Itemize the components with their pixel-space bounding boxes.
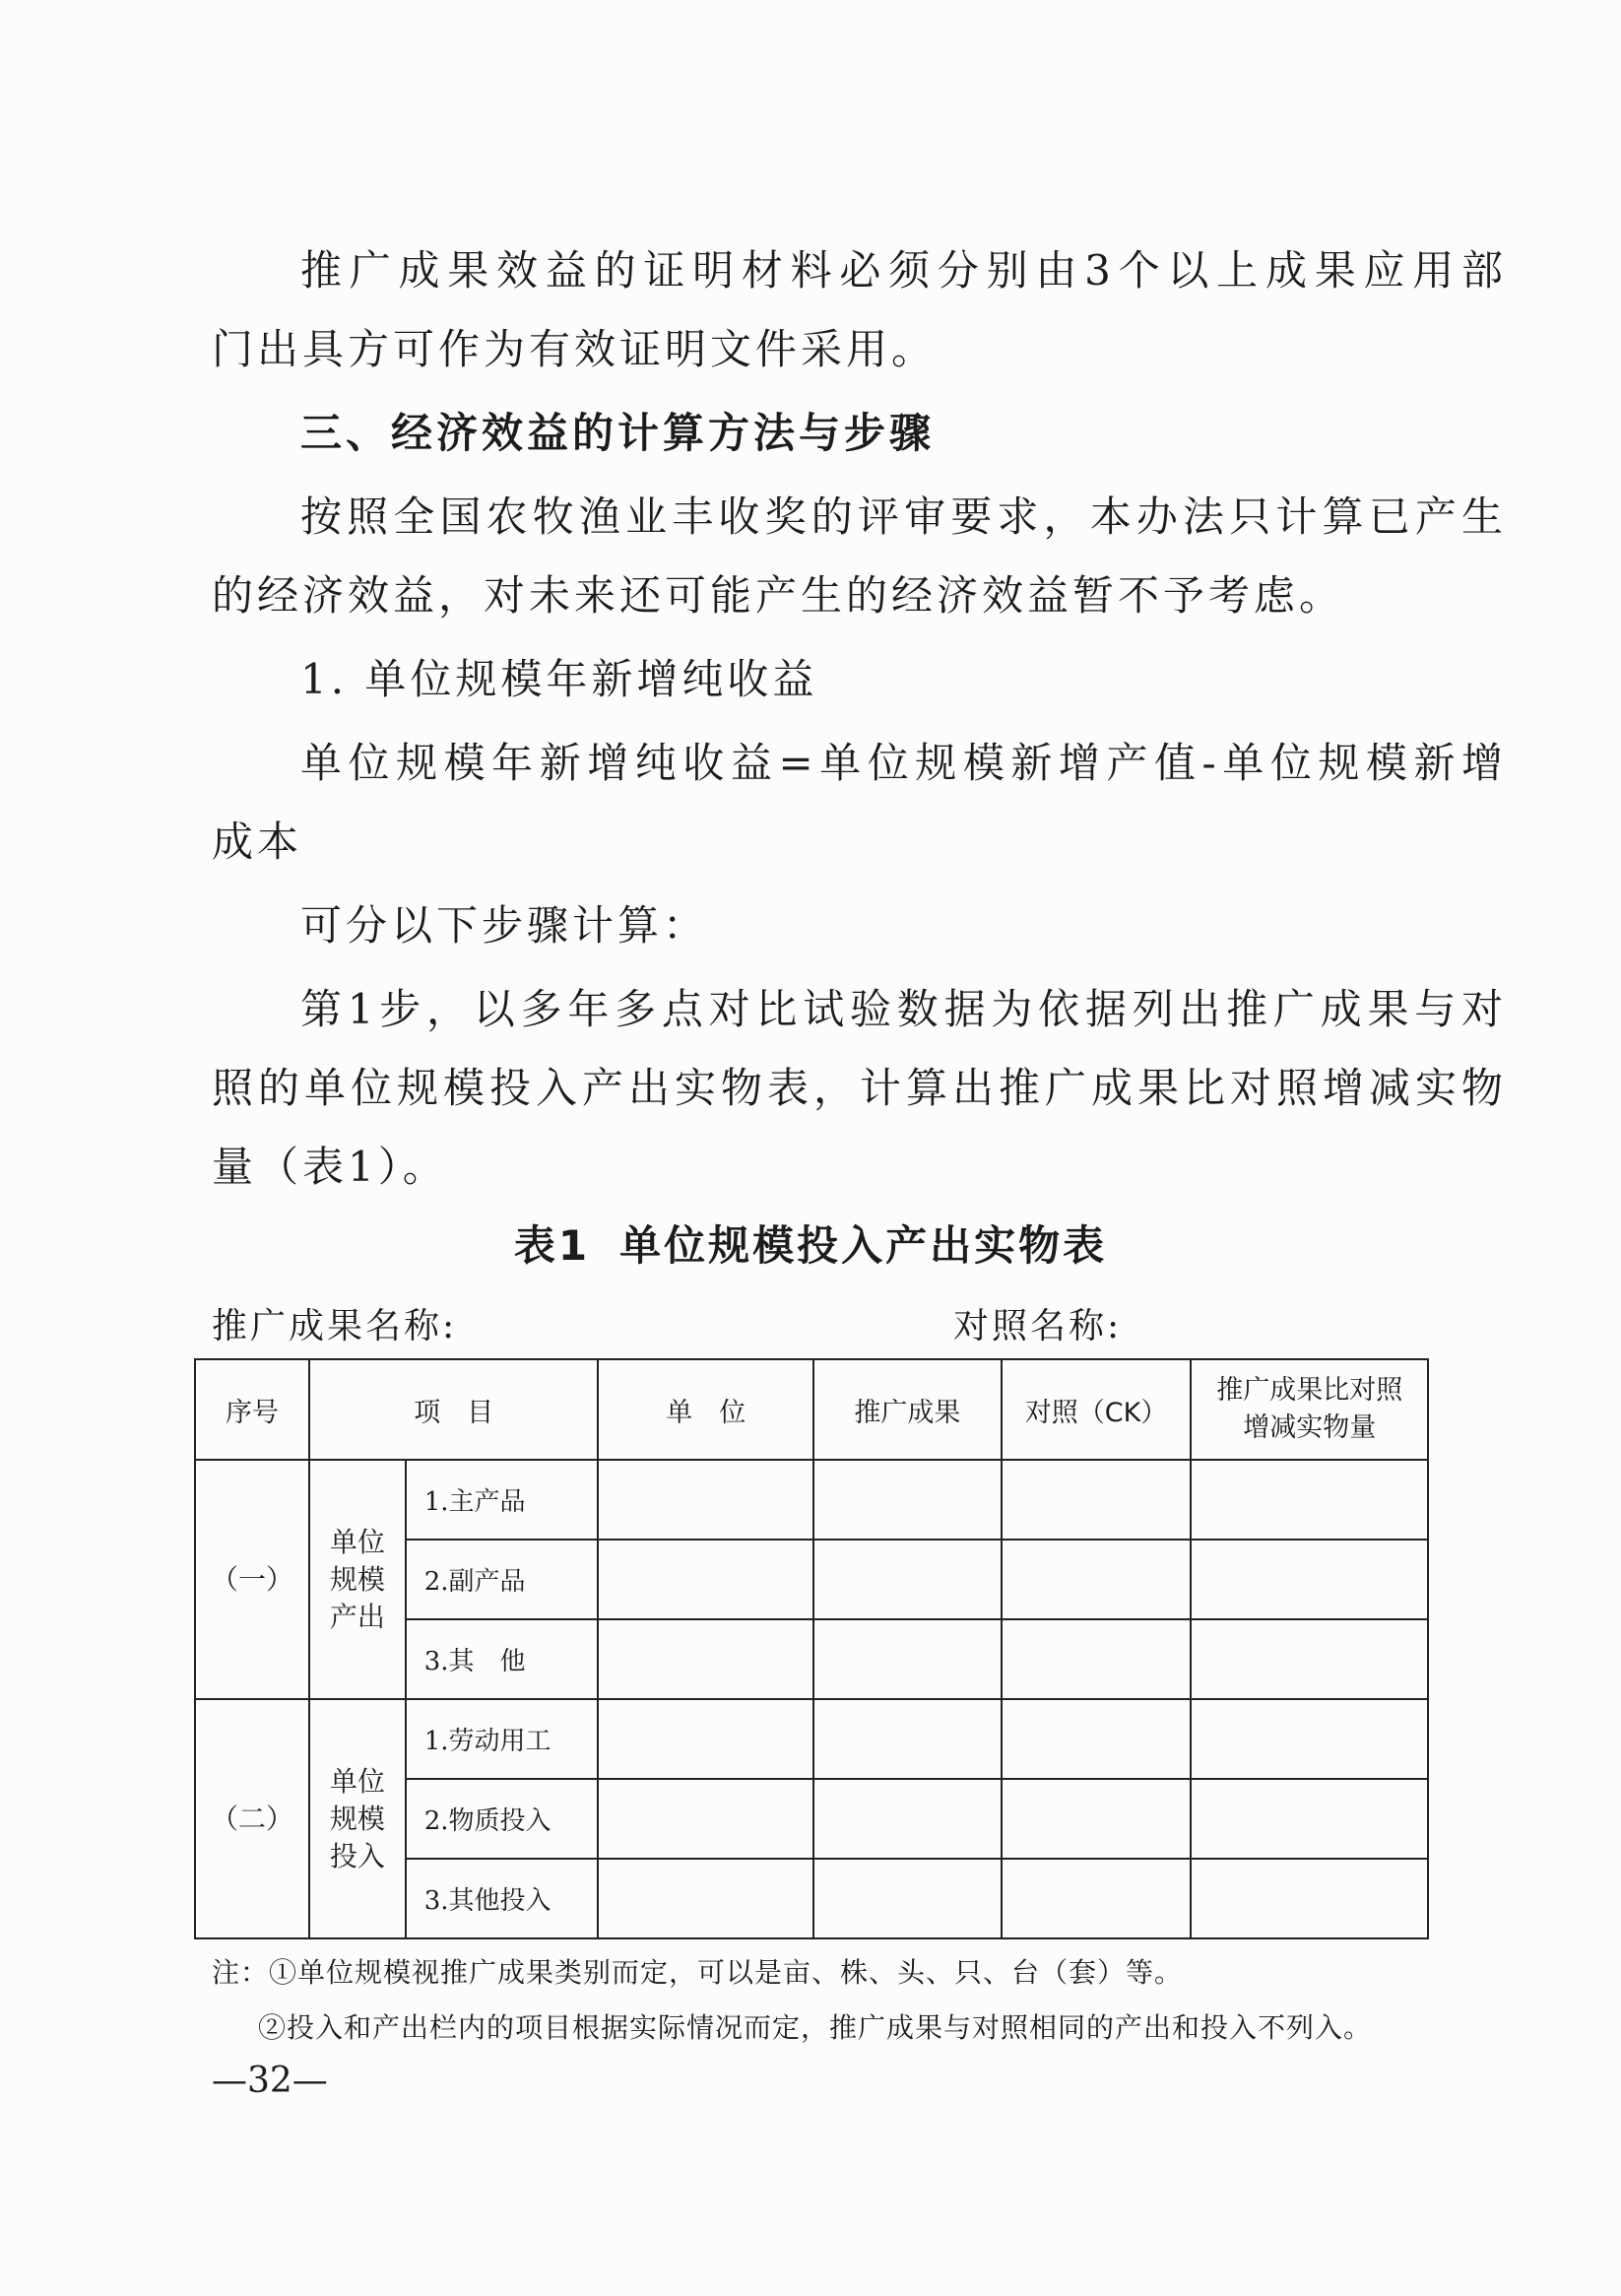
- header-diff-line2: 增减实物量: [1243, 1412, 1377, 1443]
- cell-result: [813, 1619, 1002, 1699]
- formula-line: 单位规模年新增纯收益=单位规模新增产值-单位规模新增: [300, 739, 1507, 787]
- section-heading: 三、经济效益的计算方法与步骤: [300, 409, 936, 457]
- cell-result: [813, 1460, 1002, 1540]
- cell-unit: [598, 1699, 813, 1779]
- cell-diff: [1191, 1779, 1428, 1859]
- paragraph-line: 按照全国农牧渔业丰收奖的评审要求，本办法只计算已产生: [300, 492, 1507, 541]
- table-title: [0, 1216, 1621, 1276]
- header-result: 推广成果: [813, 1359, 1002, 1460]
- table-row: [195, 1699, 1428, 1779]
- row-item: 1.主产品: [406, 1460, 599, 1540]
- row-item: 3.其 他: [406, 1619, 599, 1699]
- cell-diff: [1191, 1859, 1428, 1938]
- table-note-2: ②投入和产出栏内的项目根据实际情况而定，推广成果与对照相同的产出和投入不列入。: [258, 2011, 1373, 2044]
- cell-unit: [598, 1779, 813, 1859]
- cell-diff: [1191, 1699, 1428, 1779]
- cell-diff: [1191, 1460, 1428, 1540]
- cell-diff: [1191, 1540, 1428, 1619]
- cell-result: [813, 1859, 1002, 1938]
- table-title-text: 单位规模投入产出实物表: [619, 1221, 1108, 1270]
- cell-control: [1002, 1699, 1192, 1779]
- group-category: [309, 1699, 406, 1938]
- header-seq: 序号: [195, 1359, 309, 1460]
- input-output-table: [194, 1358, 1429, 1939]
- paragraph-line: 量（表1）。: [212, 1143, 448, 1191]
- header-unit: 单 位: [598, 1359, 813, 1460]
- page-number: —32—: [212, 2061, 328, 2101]
- cell-control: [1002, 1859, 1192, 1938]
- row-item: 2.物质投入: [406, 1779, 599, 1859]
- group-seq: （一）: [195, 1460, 309, 1699]
- result-name-label: 推广成果名称:: [212, 1306, 458, 1346]
- paragraph-line: 推广成果效益的证明材料必须分别由3个以上成果应用部: [300, 246, 1507, 295]
- cell-result: [813, 1779, 1002, 1859]
- row-item: 1.劳动用工: [406, 1699, 599, 1779]
- category-line: 投入: [329, 1839, 385, 1872]
- cell-control: [1002, 1460, 1192, 1540]
- control-name-label: 对照名称:: [953, 1306, 1123, 1346]
- header-control: 对照（CK）: [1002, 1359, 1192, 1460]
- group-category: [309, 1460, 406, 1699]
- cell-control: [1002, 1540, 1192, 1619]
- table-note-1: 注：①单位规模视推广成果类别而定，可以是亩、株、头、只、台（套）等。: [212, 1956, 1184, 1989]
- paragraph-line: 可分以下步骤计算：: [300, 901, 709, 950]
- category-line: 单位: [329, 1525, 385, 1558]
- cell-unit: [598, 1859, 813, 1938]
- cell-unit: [598, 1619, 813, 1699]
- cell-unit: [598, 1540, 813, 1619]
- subsection-heading: 1. 单位规模年新增纯收益: [300, 655, 818, 703]
- row-item: 2.副产品: [406, 1540, 599, 1619]
- category-line: 规模: [329, 1562, 385, 1596]
- category-line: 产出: [329, 1600, 385, 1633]
- group-seq: （二）: [195, 1699, 309, 1938]
- category-line: 规模: [329, 1802, 385, 1835]
- row-item: 3.其他投入: [406, 1859, 599, 1938]
- cell-unit: [598, 1460, 813, 1540]
- header-diff-line1: 推广成果比对照: [1216, 1375, 1403, 1406]
- category-line: 单位: [329, 1764, 385, 1798]
- paragraph-line: 门出具方可作为有效证明文件采用。: [212, 325, 938, 373]
- formula-line: 成本: [212, 818, 303, 866]
- header-diff: [1191, 1359, 1428, 1460]
- table-header-row: [195, 1359, 1428, 1460]
- cell-diff: [1191, 1619, 1428, 1699]
- paragraph-line: 照的单位规模投入产出实物表，计算出推广成果比对照增减实物: [212, 1064, 1507, 1112]
- table-row: [195, 1460, 1428, 1540]
- cell-control: [1002, 1779, 1192, 1859]
- table-number: 表1: [513, 1221, 591, 1270]
- cell-control: [1002, 1619, 1192, 1699]
- paragraph-line: 第1步，以多年多点对比试验数据为依据列出推广成果与对: [300, 985, 1507, 1033]
- cell-result: [813, 1699, 1002, 1779]
- cell-result: [813, 1540, 1002, 1619]
- paragraph-line: 的经济效益，对未来还可能产生的经济效益暂不予考虑。: [212, 571, 1345, 620]
- header-item: 项 目: [309, 1359, 599, 1460]
